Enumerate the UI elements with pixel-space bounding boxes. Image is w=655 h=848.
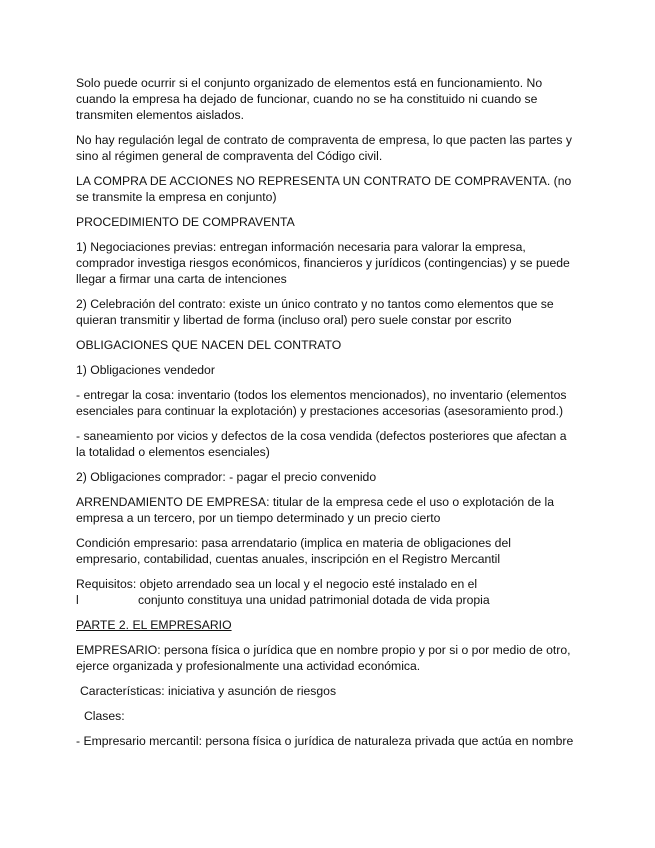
paragraph-saneamiento: - saneamiento por vicios y defectos de la cosa vendida (defectos posteriores que afectan a la totalidad o elementos esenciales) xyxy=(76,429,567,459)
paragraph-empresario-mercantil: - Empresario mercantil: persona física o jurídica de naturaleza privada que actúa en nombre xyxy=(76,734,574,748)
paragraph-condicion-empresario: Condición empresario: pasa arrendatario (implica en materia de obligaciones del empresario, contabilidad, cuentas anuales, inscripción en el Registro Mercantil xyxy=(76,536,511,566)
requisitos-line-2-right: conjunto constituya una unidad patrimonial dotada de vida propia xyxy=(138,593,490,607)
document-page xyxy=(76,75,576,758)
requisitos-line-2 xyxy=(76,592,576,608)
paragraph-caracteristicas: Características: iniciativa y asunción de riesgos xyxy=(80,684,337,698)
heading-procedimiento: PROCEDIMIENTO DE COMPRAVENTA xyxy=(76,215,295,229)
paragraph-arrendamiento: ARRENDAMIENTO DE EMPRESA: titular de la empresa cede el uso o explotación de la empresa a un tercero, por un tiempo determinado y un precio cierto xyxy=(76,495,555,525)
paragraph-clases: Clases: xyxy=(84,709,125,723)
paragraph-celebracion: 2) Celebración del contrato: existe un único contrato y no tantos como elementos que se quieran transmitir y libertad de forma (incluso oral) pero suele constar por escrito xyxy=(76,297,554,327)
heading-parte-2: PARTE 2. EL EMPRESARIO xyxy=(76,618,232,632)
requisitos-line-1: Requisitos: objeto arrendado sea un local y el negocio esté instalado en el xyxy=(76,577,478,591)
paragraph-obligaciones-vendedor: 1) Obligaciones vendedor xyxy=(76,363,215,377)
requisitos-line-2-left: l xyxy=(76,593,79,607)
paragraph-obligaciones-comprador: 2) Obligaciones comprador: - pagar el precio convenido xyxy=(76,470,377,484)
paragraph-entregar-cosa: - entregar la cosa: inventario (todos los elementos mencionados), no inventario (elementos esenciales para continuar la explotación) y prestaciones accesorias (asesoramiento prod.) xyxy=(76,388,567,418)
heading-obligaciones: OBLIGACIONES QUE NACEN DEL CONTRATO xyxy=(76,338,342,352)
paragraph-funcionamiento: Solo puede ocurrir si el conjunto organizado de elementos está en funcionamiento. No cuando la empresa ha dejado de funcionar, cuando no se ha constituido ni cuando se transmiten elementos aislados. xyxy=(76,76,543,122)
paragraph-negociaciones: 1) Negociaciones previas: entregan información necesaria para valorar la empresa, comprador investiga riesgos económicos, financieros y jurídicos (contingencias) y se puede llegar a firmar una carta de intenciones xyxy=(76,240,570,286)
paragraph-regulacion: No hay regulación legal de contrato de compraventa de empresa, lo que pacten las partes y sino al régimen general de compraventa del Código civil. xyxy=(76,133,572,163)
paragraph-empresario: EMPRESARIO: persona física o jurídica que en nombre propio y por si o por medio de otro, ejerce organizada y profesionalmente una actividad económica. xyxy=(76,643,571,673)
paragraph-compra-acciones: LA COMPRA DE ACCIONES NO REPRESENTA UN CONTRATO DE COMPRAVENTA. (no se transmite la empresa en conjunto) xyxy=(76,174,572,204)
paragraph-requisitos xyxy=(76,576,576,608)
